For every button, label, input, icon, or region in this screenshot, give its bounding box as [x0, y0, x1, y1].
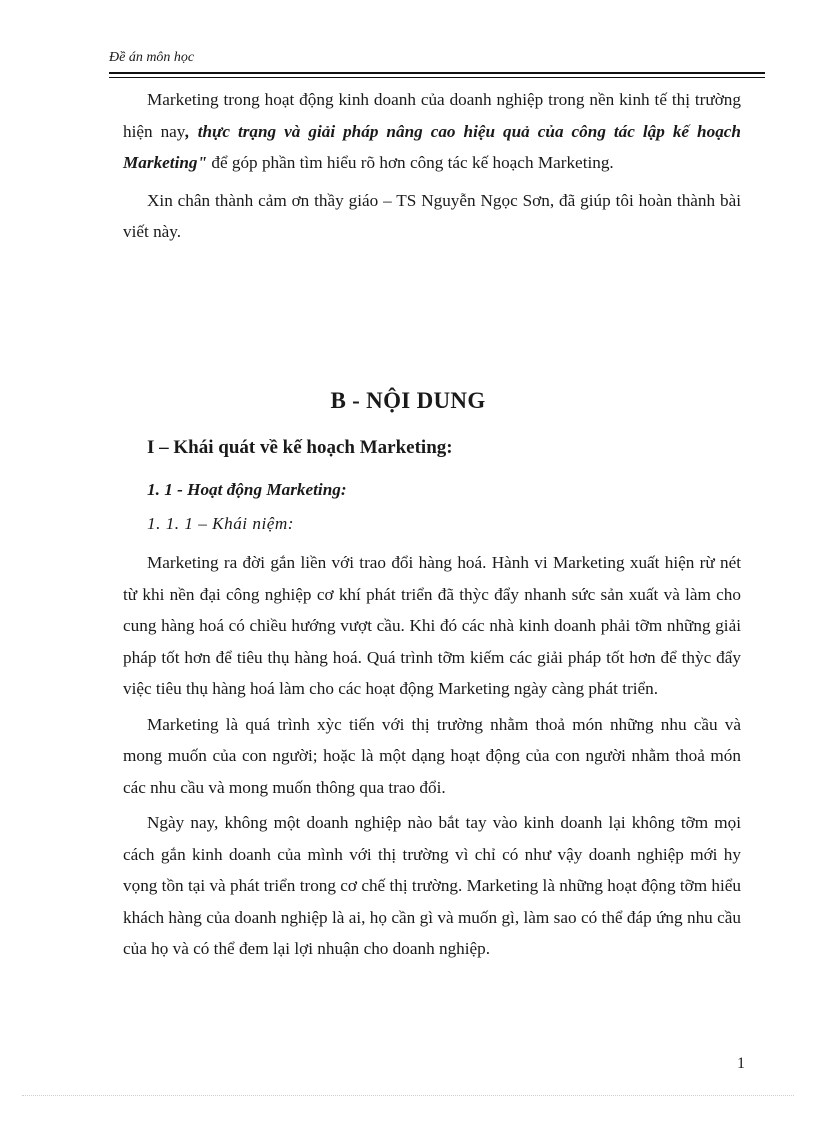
- content-paragraph-3: Ngày nay, không một doanh nghiệp nào bắt tay vào kinh doanh lại không tỡm mọi cách gắn kinh doanh của mình với thị trường vì chỉ có như vậy doanh nghiệp mới hy vọng tồn tại và phát triển trong cơ chế thị trường. Marketing là những hoạt động tỡm hiểu khách hàng của doanh nghiệp là ai, họ cần gì và muốn gì, làm sao có thể đáp ứng nhu cầu của họ và có thể đem lại lợi nhuận cho doanh nghiệp.: [123, 813, 741, 958]
- page-bottom-rule: [22, 1095, 794, 1096]
- header-title: Đề án môn học: [109, 50, 195, 65]
- intro-paragraph-2: Xin chân thành cảm ơn thầy giáo – TS Nguyễn Ngọc Sơn, đã giúp tôi hoàn thành bài viết này.: [123, 190, 741, 241]
- heading-level-2: 1. 1 - Hoạt động Marketing:: [147, 480, 347, 499]
- intro-block: [123, 84, 741, 248]
- intro-text-end: để góp phần tìm hiểu rõ hơn công tác kế hoạch Marketing.: [207, 153, 614, 172]
- intro-text-start: Marketing trong hoạt động kinh doanh của doanh nghiệp trong nền kinh tế thị trường hiện nay: [123, 90, 741, 141]
- content-paragraph-1: Marketing ra đời gắn liền với trao đổi hàng hoá. Hành vi Marketing xuất hiện rừ nét từ khi nền đại công nghiệp cơ khí phát triển đã thỳc đẩy nhanh sức sản xuất và làm cho cung hàng hoá có chiều hướng vượt cầu. Khi đó các nhà kinh doanh phải tỡm những giải pháp tốt hơn để tiêu thụ hàng hoá. Quá trình tỡm kiếm các giải pháp tốt hơn để thỳc đẩy việc tiêu thụ hàng hoá làm cho các hoạt động Marketing ngày càng phát triển.: [123, 553, 741, 698]
- content-block: [123, 547, 741, 965]
- intro-emphasis: , thực trạng và giải pháp nâng cao hiệu quả của công tác lập kế hoạch Marketing": [123, 121, 741, 172]
- header-rule: [109, 72, 765, 74]
- content-paragraph-2: Marketing là quá trình xỳc tiến với thị trường nhằm thoả món những nhu cầu và mong muốn của con người; hoặc là một dạng hoạt động của con người nhằm thoả món các nhu cầu và mong muốn thông qua trao đổi.: [123, 714, 741, 797]
- header-rule-thin: [109, 77, 765, 78]
- page-number: 1: [737, 1055, 745, 1072]
- intro-paragraph-1: [123, 84, 741, 179]
- heading-level-3: 1. 1. 1 – Khái niệm:: [147, 514, 295, 533]
- heading-level-1: I – Khái quát về kế hoạch Marketing:: [147, 437, 453, 458]
- section-title: B - NỘI DUNG: [330, 388, 486, 413]
